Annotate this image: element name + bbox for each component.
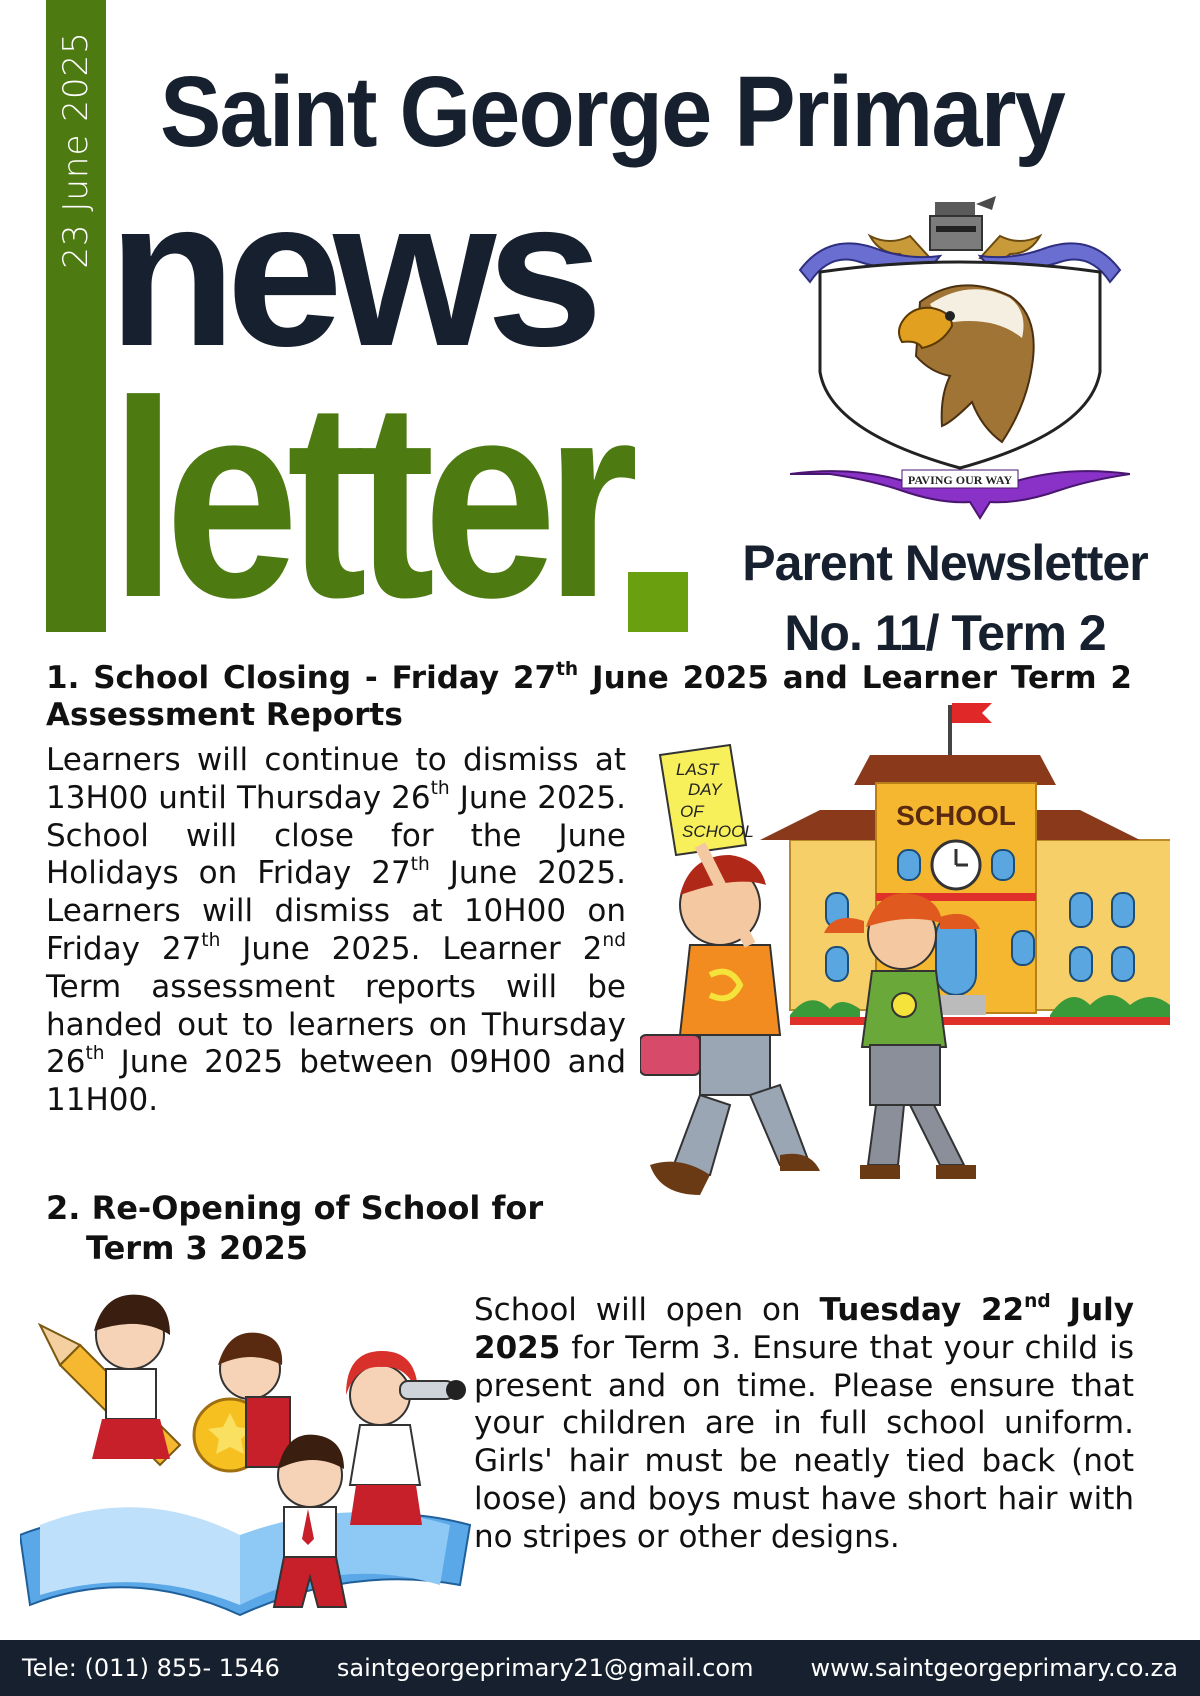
section2-body: School will open on Tuesday 22nd July 2025 for Term 3. Ensure that your child is present and on time. Please ensure that your children are in full school uniform. Girls' hair must be neatly tied back (not loose) and boys must have short hair with no stripes or other designs.	[474, 1290, 1134, 1555]
helmet-icon	[930, 196, 996, 250]
clock-icon	[932, 841, 980, 889]
placard-line: DAY	[688, 780, 722, 799]
section2-heading-line2: Term 3 2025	[86, 1229, 309, 1267]
section2-heading	[46, 1188, 606, 1268]
section2-heading-line1: 2. Re-Opening of School for	[46, 1189, 544, 1227]
footer-telephone: Tele: (011) 855- 1546	[22, 1654, 280, 1682]
school-sign: SCHOOL	[896, 800, 1016, 831]
placard-line: SCHOOL	[682, 822, 754, 841]
title-period	[628, 572, 688, 632]
crest-motto: PAVING OUR WAY	[907, 473, 1013, 487]
placard-line: LAST	[676, 760, 719, 779]
children-on-book-illustration	[20, 1285, 480, 1635]
school-crest-logo	[790, 192, 1130, 522]
footer-website[interactable]: www.saintgeorgeprimary.co.za	[810, 1654, 1178, 1682]
date-label	[46, 0, 106, 300]
placard-line: OF	[680, 802, 704, 821]
school-name: Saint George Primary	[160, 56, 1065, 168]
parent-newsletter-label: Parent Newsletter	[742, 535, 1148, 591]
newsletter-issue-block	[700, 528, 1190, 668]
contact-footer	[0, 1640, 1200, 1696]
section1-heading: 1. School Closing - Friday 27th June 2025 and Learner Term 2 Assessment Reports	[46, 658, 1132, 733]
section1-body: Learners will continue to dismiss at 13H00 until Thursday 26th June 2025. School will close for the June Holidays on Friday 27th June 2025. Learners will dismiss at 10H00 on Friday 27th June 2025. Learner 2nd Term assessment reports will be handed out to learners on Thursday 26th June 2025 between 09H00 and 11H00.	[46, 742, 626, 1119]
last-day-of-school-illustration	[640, 695, 1170, 1275]
title-news: news	[108, 155, 594, 390]
issue-number: No. 11/ Term 2	[784, 605, 1106, 661]
footer-email[interactable]: saintgeorgeprimary21@gmail.com	[336, 1654, 754, 1682]
date-text: 23 June 2025	[56, 31, 96, 269]
title-letter: letter	[110, 344, 627, 656]
